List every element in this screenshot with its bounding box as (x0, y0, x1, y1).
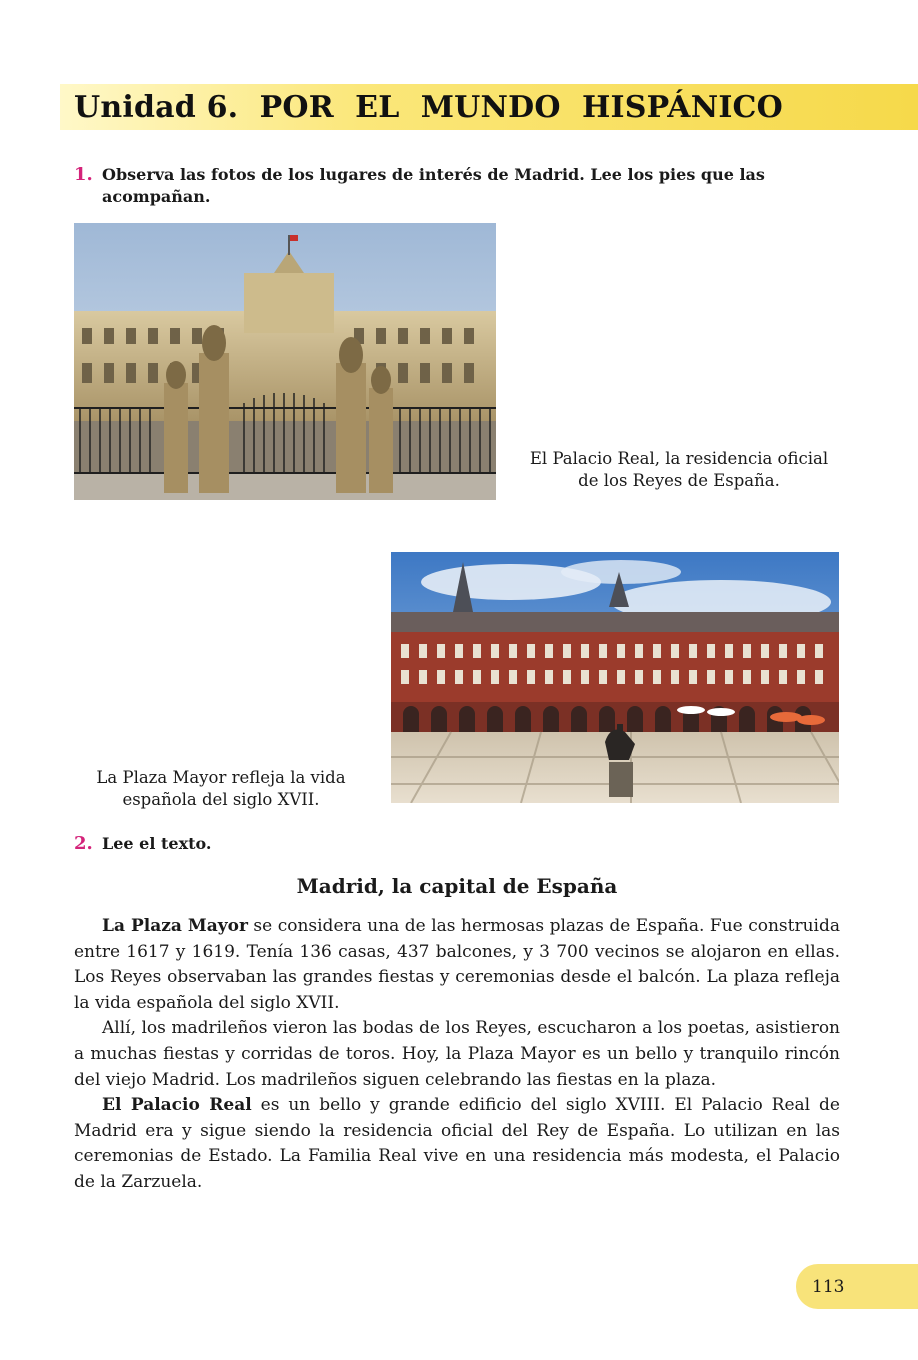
task-2 (74, 833, 840, 855)
article-title: Madrid, la capital de España (296, 874, 618, 898)
task-instruction: Observa las fotos de los lugares de interés de Madrid. Lee los pies que las acompañan. (102, 165, 765, 206)
caption-line: de los Reyes de España. (578, 471, 780, 490)
page-number: 113 (812, 1277, 845, 1297)
caption-line: española del siglo XVII. (122, 790, 320, 809)
plaza-mayor-caption (76, 767, 366, 811)
paragraph-lead: El Palacio Real (102, 1095, 252, 1116)
paragraph-text: Allí, los madrileños vieron las bodas de los Reyes, escucharon a los poetas, asistieron a muchas fiestas y corridas de toros. Hoy, la Plaza Mayor es un bello y tranquilo rincón del viejo Madrid. Los madrileños siguen celebrando las fiestas en la plaza. (74, 1018, 840, 1090)
paragraph-text: se considera una de las hermosas plazas de España. Fue construida entre 1617 y 1619. Tenía 136 casas, 437 balcones, y 3 700 vecinos se alojaron en ellas. Los Reyes observaban las grandes fiestas y ceremonias desde el balcón. La plaza refleja la vida española del siglo XVII. (74, 916, 840, 1013)
unit-title: Unidad 6. POR EL MUNDO HISPÁNICO (74, 90, 783, 125)
caption-line: La Plaza Mayor refleja la vida (96, 768, 346, 787)
article-paragraph (74, 1016, 840, 1093)
article-body (74, 914, 840, 1196)
article-paragraph (74, 1093, 840, 1195)
palacio-real-photo (74, 223, 496, 500)
paragraph-text: es un bello y grande edificio del siglo XVIII. El Palacio Real de Madrid era y sigue siendo la residencia oficial del Rey de España. Lo utilizan en las ceremonias de Estado. La Familia Real vive en una residencia más modesta, el Palacio de la Zarzuela. (74, 1095, 840, 1192)
caption-line: El Palacio Real, la residencia oficial (529, 449, 829, 468)
task-number: 2. (74, 833, 93, 854)
plaza-mayor-photo (391, 552, 839, 803)
palacio-real-caption (515, 448, 843, 492)
task-instruction: Lee el texto. (102, 834, 212, 853)
paragraph-lead: La Plaza Mayor (102, 916, 248, 936)
article-paragraph (74, 914, 840, 1016)
task-number: 1. (74, 164, 93, 185)
task-1 (74, 164, 840, 208)
